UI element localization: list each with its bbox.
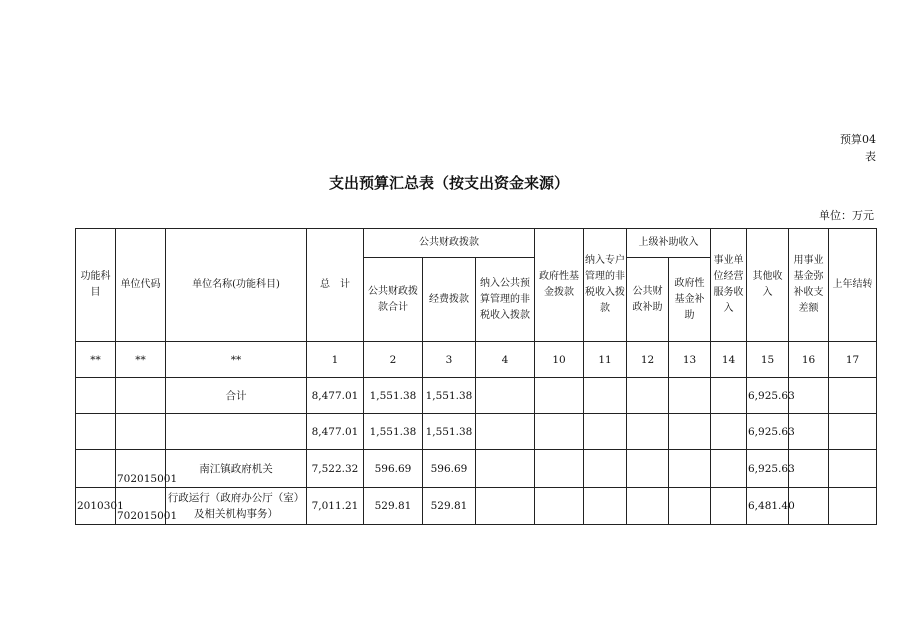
cell-empty [627, 414, 669, 450]
cell-other-income: 6,925.63 [747, 414, 789, 450]
code-cell: ** [166, 342, 307, 378]
cell-empty [627, 450, 669, 488]
cell-total: 7,522.32 [307, 450, 364, 488]
table-row [76, 414, 877, 450]
header-row-1 [76, 229, 877, 258]
cell-empty [669, 378, 711, 414]
code-row [76, 342, 877, 378]
code-cell: 12 [627, 342, 669, 378]
cell-empty [584, 414, 627, 450]
cell-empty [476, 414, 535, 450]
header-business-income: 事业单位经营服务收入 [711, 229, 747, 342]
cell-expense: 529.81 [423, 488, 476, 525]
budget-table [75, 228, 877, 525]
header-public-fiscal-total: 公共财政拨款合计 [364, 258, 423, 342]
cell-expense: 596.69 [423, 450, 476, 488]
header-upper-subsidy: 上级补助收入 [627, 229, 711, 258]
cell-code: 702015001 [116, 450, 166, 488]
cell-total: 8,477.01 [307, 378, 364, 414]
table-row [76, 378, 877, 414]
header-public-fiscal: 公共财政拨款 [364, 229, 535, 258]
cell-empty [535, 378, 584, 414]
cell-expense: 1,551.38 [423, 378, 476, 414]
cell-empty [584, 450, 627, 488]
cell-public-total: 529.81 [364, 488, 423, 525]
code-cell: 10 [535, 342, 584, 378]
unit-label: 单位：万元 [819, 209, 874, 222]
table-row [76, 450, 877, 488]
cell-empty [669, 414, 711, 450]
code-cell: 13 [669, 342, 711, 378]
cell-code [116, 378, 166, 414]
cell-public-total: 1,551.38 [364, 414, 423, 450]
code-cell: 15 [747, 342, 789, 378]
header-expense-appropriation: 经费拨款 [423, 258, 476, 342]
cell-public-total: 1,551.38 [364, 378, 423, 414]
cell-empty [476, 450, 535, 488]
header-unit-name: 单位名称(功能科目) [166, 229, 307, 342]
cell-public-total: 596.69 [364, 450, 423, 488]
cell-empty [669, 488, 711, 525]
cell-name: 合计 [166, 378, 307, 414]
cell-empty [711, 450, 747, 488]
header-gov-fund: 政府性基金拨款 [535, 229, 584, 342]
cell-empty [535, 414, 584, 450]
cell-empty [476, 488, 535, 525]
code-cell: ** [116, 342, 166, 378]
cell-empty [829, 378, 877, 414]
header-upper-fund-subsidy: 政府性基金补助 [669, 258, 711, 342]
cell-code: 702015001 [116, 488, 166, 525]
cell-other-income: 6,925.63 [747, 378, 789, 414]
cell-empty [829, 488, 877, 525]
header-deficit-compensation: 用事业基金弥补收支差额 [789, 229, 829, 342]
header-unit-code: 单位代码 [116, 229, 166, 342]
cell-expense: 1,551.38 [423, 414, 476, 450]
cell-empty [829, 414, 877, 450]
cell-empty [535, 488, 584, 525]
header-special-nontax: 纳入专户管理的非税收入拨款 [584, 229, 627, 342]
cell-empty [711, 488, 747, 525]
cell-other-income: 6,925.63 [747, 450, 789, 488]
cell-empty [829, 450, 877, 488]
cell-empty [584, 378, 627, 414]
page-title: 支出预算汇总表（按支出资金来源） [328, 174, 569, 192]
cell-empty [711, 414, 747, 450]
cell-empty [627, 488, 669, 525]
code-cell: 16 [789, 342, 829, 378]
code-cell: 17 [829, 342, 877, 378]
cell-total: 8,477.01 [307, 414, 364, 450]
cell-total: 7,011.21 [307, 488, 364, 525]
code-cell: 4 [476, 342, 535, 378]
cell-name: 南江镇政府机关 [166, 450, 307, 488]
cell-name: 行政运行（政府办公厅（室）及相关机构事务） [166, 488, 307, 525]
cell-subject: 2010301 [76, 488, 116, 525]
form-code: 预算04表 [840, 133, 876, 163]
code-cell: 14 [711, 342, 747, 378]
cell-empty [669, 450, 711, 488]
code-cell: 11 [584, 342, 627, 378]
cell-code [116, 414, 166, 450]
cell-subject [76, 414, 116, 450]
header-other-income: 其他收入 [747, 229, 789, 342]
cell-subject [76, 378, 116, 414]
code-cell: 1 [307, 342, 364, 378]
code-cell: ** [76, 342, 116, 378]
header-carryover: 上年结转 [829, 229, 877, 342]
cell-subject [76, 450, 116, 488]
cell-empty [476, 378, 535, 414]
cell-empty [535, 450, 584, 488]
code-cell: 3 [423, 342, 476, 378]
header-total: 总 计 [307, 229, 364, 342]
header-nontax-budget-mgmt: 纳入公共预算管理的非税收入拨款 [476, 258, 535, 342]
cell-empty [584, 488, 627, 525]
cell-empty [711, 378, 747, 414]
cell-other-income: 6,481.40 [747, 488, 789, 525]
table-row [76, 488, 877, 525]
cell-name [166, 414, 307, 450]
header-func-subject: 功能科目 [76, 229, 116, 342]
cell-empty [627, 378, 669, 414]
code-cell: 2 [364, 342, 423, 378]
header-upper-public-subsidy: 公共财政补助 [627, 258, 669, 342]
